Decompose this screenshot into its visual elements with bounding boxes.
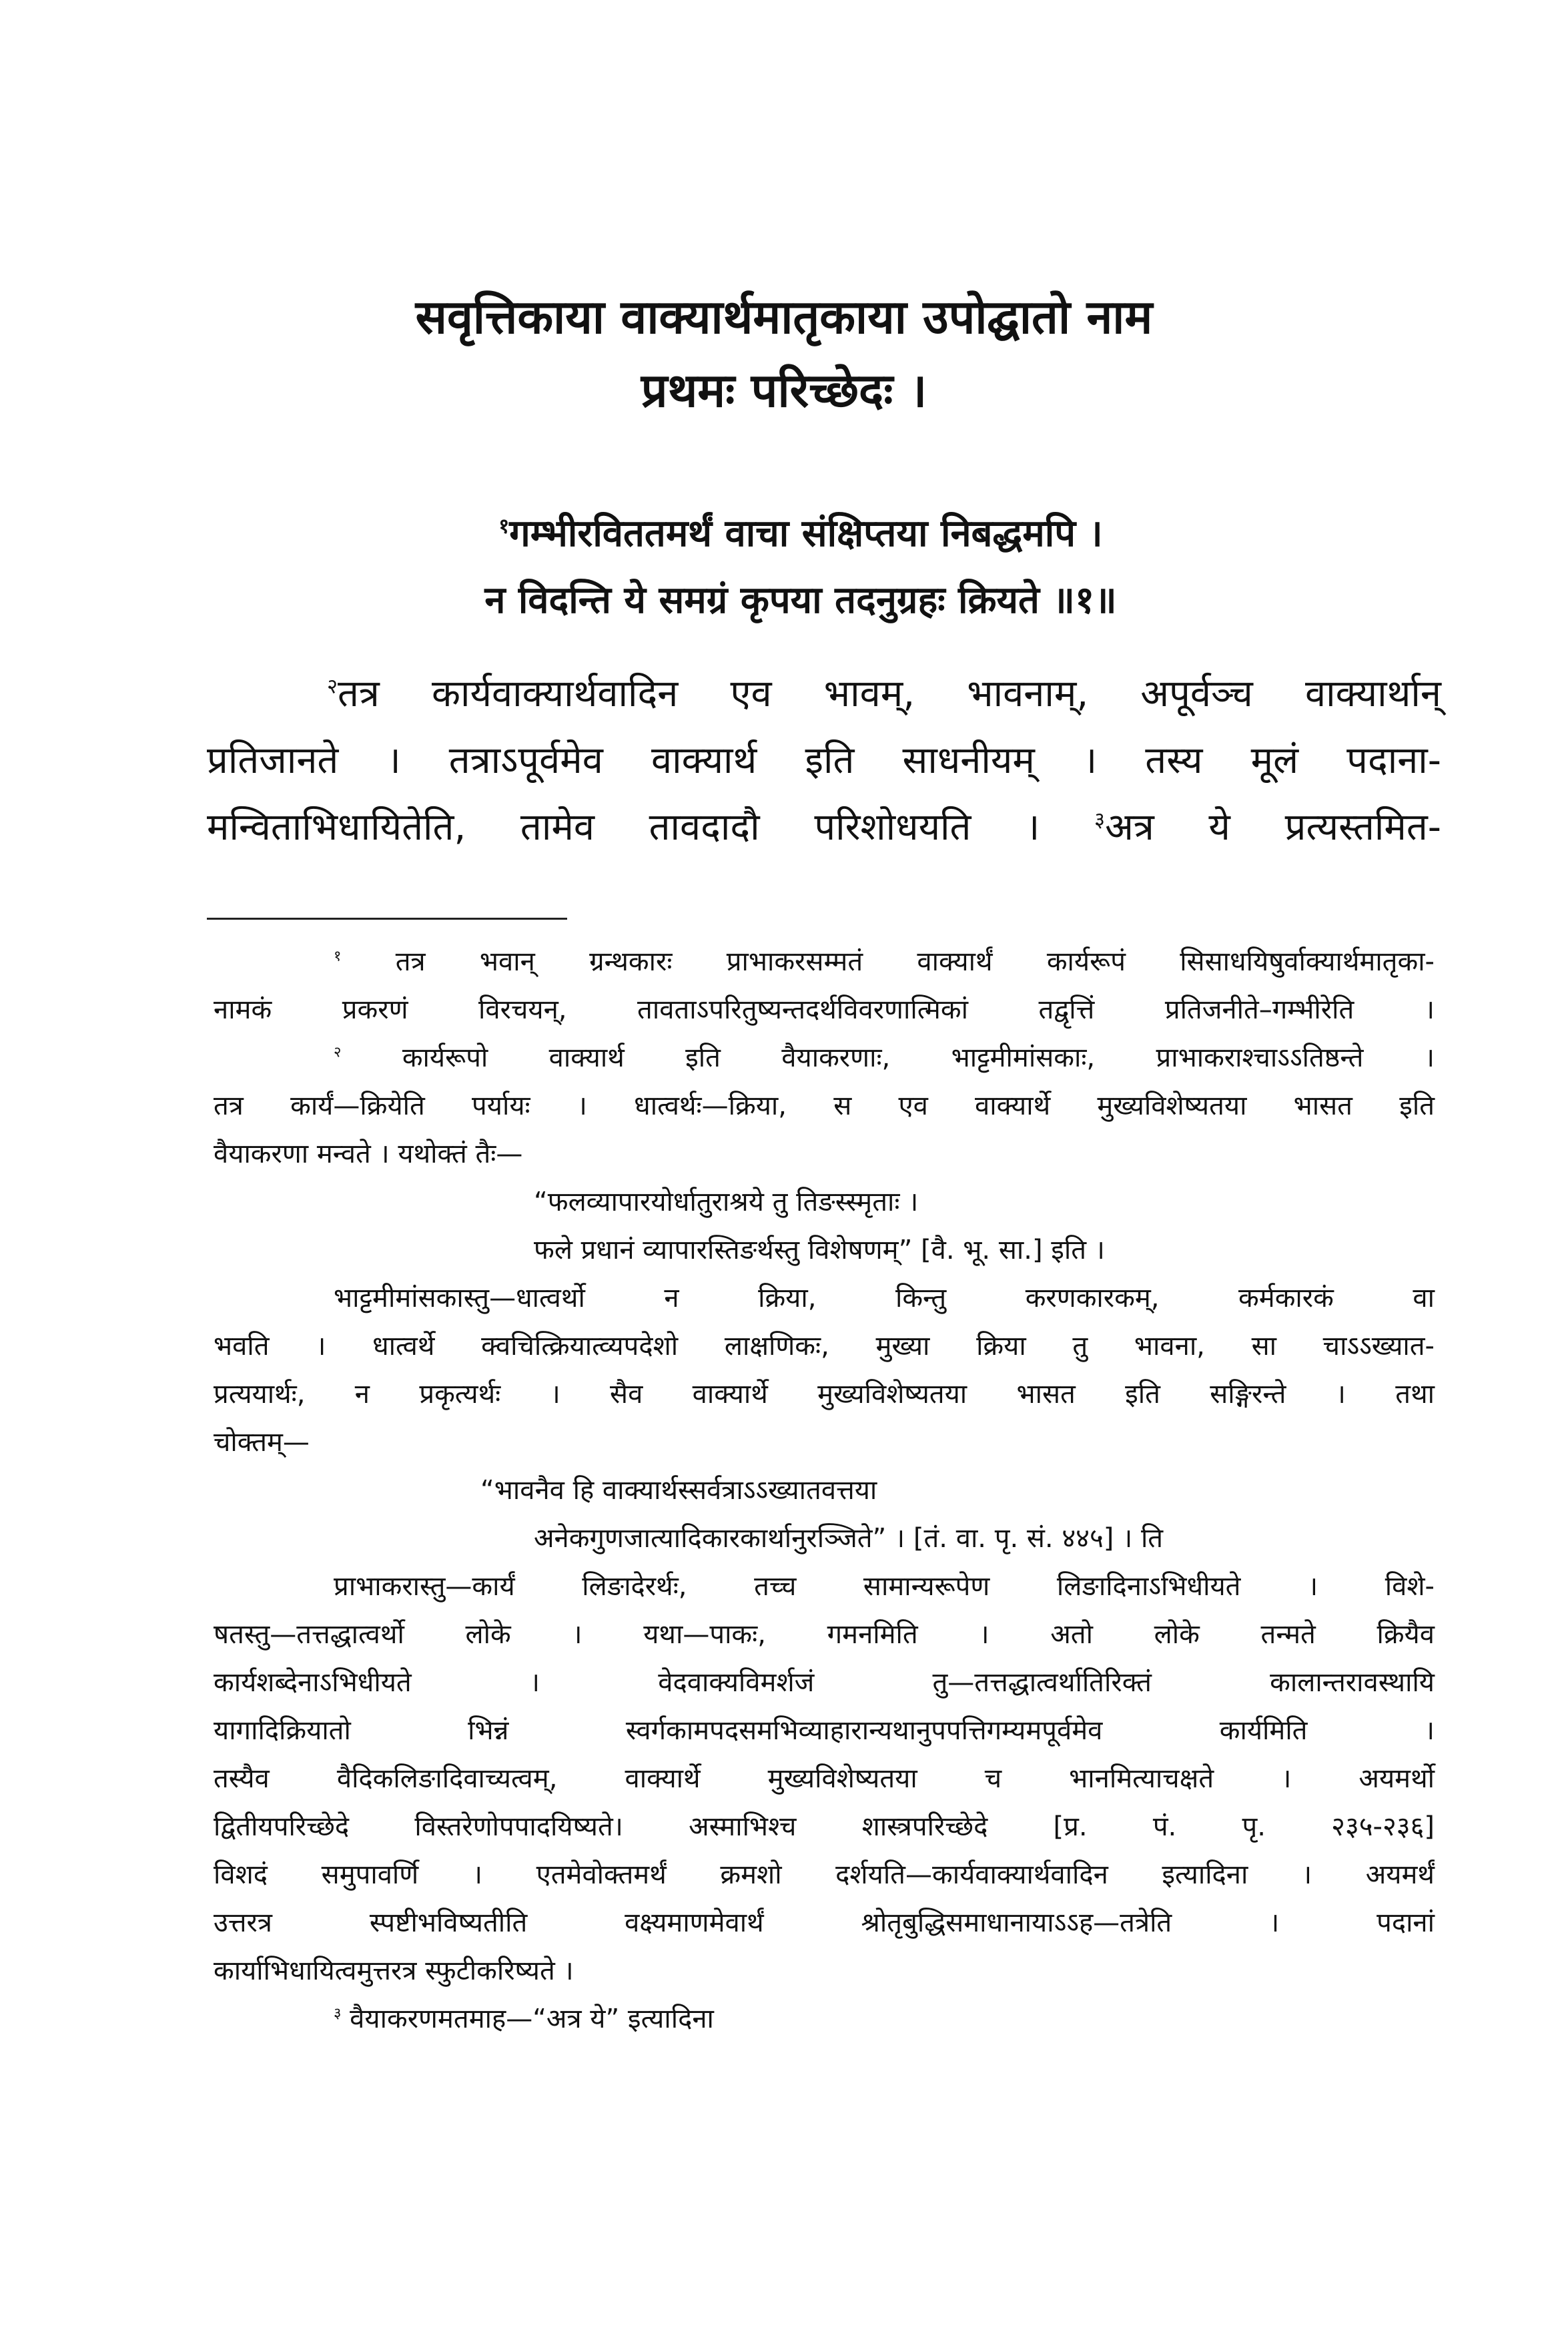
footnote-divider	[207, 918, 567, 920]
opening-verse	[267, 501, 1334, 634]
footnote-1-line-1	[214, 938, 1435, 986]
footnote-2-line-14: विशदं समुपावर्णि । एतमेवोक्तमर्थं क्रमशो दर्शयति—कार्यवाक्यार्थवादिन इत्यादिना । अयमर्थं	[214, 1859, 1435, 1890]
footnote-2-quote-4: अनेकगुणजात्यादिकारकार्थानुरञ्जिते” । [तं. वा. पृ. सं. ४४५] । ति	[534, 1523, 1164, 1554]
verse-line-2: न विदन्ति ये समग्रं कृपया तदनुग्रहः क्रियते ॥१॥	[484, 579, 1117, 622]
footnote-1-line-1-text: तत्र भवान् ग्रन्थकारः प्राभाकरसम्मतं वाक्यार्थं कार्यरूपं सिसाधयिषुर्वाक्यार्थमातृका-	[395, 946, 1435, 977]
footnote-2-line-11: यागादिक्रियातो भिन्नं स्वर्गकामपदसमभिव्याहारान्यथानुपपत्तिगम्यमपूर्वमेव कार्यमिति ।	[214, 1715, 1435, 1746]
footnote-2-line-13: द्वितीयपरिच्छेदे विस्तरेणोपपादयिष्यते। अस्माभिश्च शास्त्रपरिच्छेदे [प्र. पं. पृ. २३५-२३६]	[214, 1811, 1435, 1842]
footnote-3-line-1	[214, 1995, 1435, 2043]
footnote-2-quote-3: “भावनैव हि वाक्यार्थस्सर्वत्राऽऽख्यातवत्तया	[480, 1475, 877, 1506]
verse-line-1-text: गम्भीरविततमर्थं वाचा संक्षिप्तया निबद्धमपि ।	[509, 512, 1103, 555]
footnote-2-line-2: तत्र कार्यं—क्रियेति पर्यायः । धात्वर्थः—क्रिया, स एव वाक्यार्थे मुख्यविशेष्यतया भासत इति	[214, 1091, 1435, 1121]
main-line-1	[207, 661, 1441, 727]
footnote-1-line-2: नामकं प्रकरणं विरचयन्, तावताऽपरितुष्यन्तदर्थविवरणात्मिकां तद्वृत्तिं प्रतिजनीते–गम्भीरेति ।	[214, 994, 1435, 1025]
footnote-2-line-6: प्रत्ययार्थः, न प्रकृत्यर्थः । सैव वाक्यार्थे मुख्यविशेष्यतया भासत इति सङ्गिरन्ते । तथा	[214, 1379, 1435, 1410]
footnote-2-line-4: भाट्टमीमांसकास्तु—धात्वर्थो न क्रिया, किन्तु करणकारकम्, कर्मकारकं वा	[334, 1283, 1435, 1313]
footnote-1-marker: १	[334, 948, 342, 965]
main-line-3a-text: मन्विताभिधायितेति, तामेव तावदादौ परिशोधयति ।	[207, 806, 1040, 849]
footnote-2-line-12: तस्यैव वैदिकलिङादिवाच्यत्वम्, वाक्यार्थे मुख्यविशेष्यतया च भानमित्याचक्षते । अयमर्थो	[214, 1763, 1435, 1794]
footnote-2-line-1	[214, 1034, 1435, 1082]
main-line-1-text: तत्र कार्यवाक्यार्थवादिन एव भावम्, भावनाम्, अपूर्वञ्च वाक्यार्थान्	[338, 672, 1441, 715]
footnote-2-line-10: कार्यशब्देनाऽभिधीयते । वेदवाक्यविमर्शजं तु—तत्तद्धात्वर्थातिरिक्तं कालान्तरावस्थायि	[214, 1667, 1435, 1698]
footnote-2-line-15: उत्तरत्र स्पष्टीभविष्यतीति वक्ष्यमाणमेवार्थं श्रोतृबुद्धिसमाधानायाऽऽह—तत्रेति । पदानां	[214, 1908, 1435, 1938]
footnote-2-line-7: चोक्तम्—	[214, 1427, 310, 1458]
footnote-2-line-8: प्राभाकरास्तु—कार्यं लिङादेरर्थः, तच्च सामान्यरूपेण लिङादिनाऽभिधीयते । विशे-	[334, 1571, 1435, 1602]
main-footnote-marker-2: २	[327, 674, 338, 699]
footnote-3-marker: ३	[334, 2005, 342, 2022]
footnote-3-line-1-text: वैयाकरणमतमाह—“अत्र ये” इत्यादिना	[350, 2004, 714, 2034]
footnote-2-line-9: षतस्तु—तत्तद्धात्वर्थो लोके । यथा—पाकः, गमनमिति । अतो लोके तन्मते क्रियैव	[214, 1619, 1435, 1650]
footnote-2-quote-1: “फलव्यापारयोर्धातुराश्रये तु तिङस्स्मृताः ।	[534, 1187, 919, 1217]
main-footnote-marker-3: ३	[1094, 808, 1106, 832]
footnote-2-marker: २	[334, 1044, 342, 1061]
footnotes-section	[214, 938, 1435, 2043]
footnote-2-line-3: वैयाकरणा मन्वते । यथोक्तं तैः—	[214, 1139, 523, 1169]
main-line-3b-text: अत्र ये प्रत्यस्तमित-	[1105, 806, 1441, 849]
verse-footnote-marker: १	[498, 514, 510, 539]
main-line-3	[207, 794, 1441, 861]
footnote-2-line-16: कार्याभिधायित्वमुत्तरत्र स्फुटीकरिष्यते ।	[214, 1956, 574, 1986]
footnote-2-line-1-text: कार्यरूपो वाक्यार्थ इति वैयाकरणाः, भाट्टमीमांसकाः, प्राभाकराश्चाऽऽतिष्ठन्ते ।	[402, 1043, 1435, 1073]
chapter-heading-line-1: सवृत्तिकाया वाक्यार्थमातृकाया उपोद्घातो नाम	[415, 290, 1153, 344]
footnote-2-line-5: भवति । धात्वर्थे क्वचित्क्रियात्व्यपदेशो लाक्षणिकः, मुख्या क्रिया तु भावना, सा चाऽऽख्यात-	[214, 1331, 1435, 1362]
footnote-2-quote-2: फले प्रधानं व्यापारस्तिङर्थस्तु विशेषणम्” [वै. भू. सा.] इति ।	[534, 1235, 1105, 1265]
chapter-heading	[200, 280, 1368, 427]
verse-line-1	[267, 501, 1334, 567]
chapter-heading-line-2: प्रथमः परिच्छेदः ।	[641, 363, 927, 418]
main-line-2: प्रतिजानते । तत्राऽपूर्वमेव वाक्यार्थ इति साधनीयम् । तस्य मूलं पदाना-	[207, 739, 1441, 782]
main-paragraph	[207, 661, 1441, 861]
